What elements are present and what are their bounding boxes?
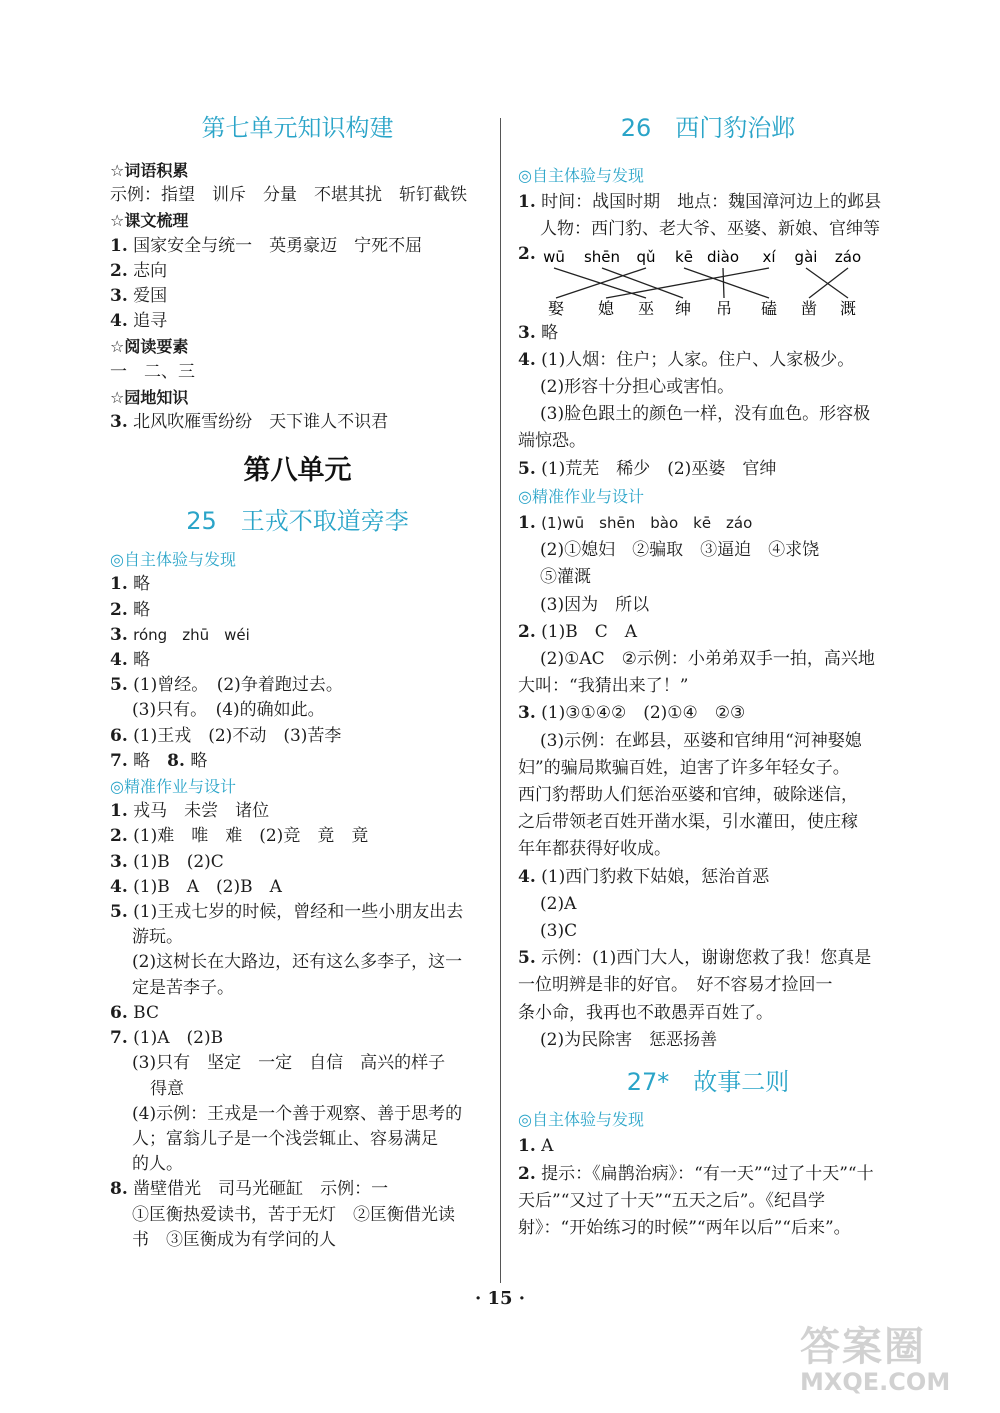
character-row xyxy=(548,299,856,318)
answer-line: (2)A xyxy=(540,893,577,914)
answer-line: 6. BC xyxy=(110,1002,159,1023)
answer-line: 4. 略 xyxy=(110,650,151,671)
answer-line: 年年都获得好收成。 xyxy=(518,839,671,860)
answer-line: 游玩。 xyxy=(132,927,183,948)
answer-line: 4. (1)西门豹救下姑娘，惩治首恶 xyxy=(518,866,770,887)
answer-line: 3. 爱国 xyxy=(110,286,168,307)
answer-line: 天后”“又过了十天”“五天之后”。《纪昌学 xyxy=(518,1190,825,1211)
answer-line: 7. (1)A (2)B xyxy=(110,1028,224,1049)
page-number: · 15 · xyxy=(474,1288,526,1309)
section-heading: ☆词语积累 xyxy=(110,161,189,180)
answer-line: 5. 示例：(1)西门大人，谢谢您救了我！您真是 xyxy=(518,948,872,969)
answer-line: 1. 国家安全与统一 英勇豪迈 宁死不屈 xyxy=(110,235,423,256)
answer-line: 之后带领老百姓开凿水渠，引水灌田，使庄稼 xyxy=(518,812,858,833)
answer-line: 定是苦李子。 xyxy=(132,977,234,998)
answer-line: (3)脸色跟土的颜色一样，没有血色。形容极 xyxy=(540,404,871,425)
answer-line: (2)①媳妇 ②骗取 ③逼迫 ④求饶 xyxy=(540,540,820,561)
section-heading: ◎自主体验与发现 xyxy=(110,550,236,570)
connecting-lines xyxy=(554,268,848,298)
answer-line: 射》：“开始练习的时候”“两年以后”“后来”。 xyxy=(518,1217,851,1238)
lesson27-title: 27* 故事二则 xyxy=(626,1068,790,1097)
watermark-text: 答案圈 xyxy=(800,1324,926,1370)
answer-line: 人物：西门豹、老大爷、巫婆、新娘、官绅等 xyxy=(540,219,880,240)
answer-line: 3. 略 xyxy=(518,322,559,343)
answer-line: 大叫：“我猜出来了！” xyxy=(518,676,689,697)
answer-line: (2)①AC ②示例：小弟弟双手一拍，高兴地 xyxy=(540,649,875,670)
character-option: 磕 xyxy=(760,298,778,318)
character-option: 溉 xyxy=(839,298,857,318)
question-number: 2. xyxy=(518,243,536,264)
answer-line: 5. (1)王戎七岁的时候，曾经和一些小朋友出去 xyxy=(110,902,464,923)
pinyin-option: qǔ xyxy=(636,247,656,266)
match-line xyxy=(602,268,683,298)
answer-line: 一位明辨是非的好官。 好不容易才捡回一 xyxy=(518,975,833,996)
matching-lines xyxy=(518,244,878,320)
watermark-logo xyxy=(800,1315,990,1405)
lesson26-title: 26 西门豹治邺 xyxy=(620,114,796,142)
answer-line: 4. (1)人烟：住户；人家。住户、人家极少。 xyxy=(518,349,855,370)
section-heading: ◎自主体验与发现 xyxy=(518,166,644,185)
answer-line: 7. 略 8. 略 xyxy=(110,750,208,771)
section-heading: ◎自主体验与发现 xyxy=(518,1110,644,1130)
answer-line: 5. (1)曾经。 (2)争着跑过去。 xyxy=(110,675,343,696)
character-option: 娶 xyxy=(547,298,565,318)
answer-line: 2. 志向 xyxy=(110,260,168,281)
answer-line: 3. (1)B (2)C xyxy=(110,851,224,872)
answer-line: 条小命，我再也不敢愚弄百姓了。 xyxy=(518,1002,773,1023)
answer-line: 得意 xyxy=(150,1078,184,1099)
pinyin-option: kē xyxy=(675,247,693,266)
answer-line: 8. 凿壁借光 司马光砸缸 示例：一 xyxy=(110,1179,389,1200)
answer-line: 的人。 xyxy=(132,1154,183,1175)
pinyin-option: záo xyxy=(834,247,862,266)
answer-line: 2. 提示：《扁鹊治病》：“有一天”“过了十天”“十 xyxy=(518,1163,874,1184)
answer-line: 6. (1)王戎 (2)不动 (3)苦李 xyxy=(110,725,342,746)
answer-line: 4. 追寻 xyxy=(110,311,168,332)
answer-line: 2. (1)B C A xyxy=(518,621,638,642)
column-divider xyxy=(500,118,501,1283)
answer-line: 一 二、三 xyxy=(110,361,195,382)
answer-line: 4. (1)B A (2)B A xyxy=(110,876,282,897)
answer-line: 端惊恐。 xyxy=(518,431,586,452)
answer-line: (3)C xyxy=(540,921,578,942)
answer-line: 3. 北风吹雁雪纷纷 天下谁人不识君 xyxy=(110,412,389,433)
section-heading: ◎精准作业与设计 xyxy=(110,777,236,797)
answer-line: 3. róng zhū wéi xyxy=(110,624,250,645)
answer-line: 示例：指望 训斥 分量 不堪其扰 斩钉截铁 xyxy=(110,185,467,206)
answer-line: 1. 戎马 未尝 诸位 xyxy=(110,801,270,822)
character-option: 绅 xyxy=(674,298,692,318)
answer-line: 1. (1)wū shēn bào kē záo xyxy=(518,513,753,534)
character-option: 吊 xyxy=(715,298,733,318)
answer-line: (2)为民除害 惩恶扬善 xyxy=(540,1029,718,1050)
unit8-title: 第八单元 xyxy=(243,455,352,487)
section-heading: ☆园地知识 xyxy=(110,387,189,407)
section-heading: ◎精准作业与设计 xyxy=(518,486,644,506)
answer-line: 2. (1)难 唯 难 (2)竞 竟 竟 xyxy=(110,826,369,847)
answer-line: 1. A xyxy=(518,1136,554,1157)
right-column xyxy=(518,110,898,1242)
unit7-title: 第七单元知识构建 xyxy=(201,114,394,142)
pinyin-row xyxy=(543,248,861,266)
pinyin-matching-exercise xyxy=(518,244,898,320)
answer-line: 5. (1)荒芜 稀少 (2)巫婆 官绅 xyxy=(518,458,777,479)
match-line xyxy=(723,268,724,298)
answer-line: ⑤灌溉 xyxy=(540,567,591,588)
answer-line: ①匡衡热爱读书，苦于无灯 ②匡衡借光读 xyxy=(132,1204,455,1225)
pinyin-option: gài xyxy=(794,247,818,266)
character-option: 巫 xyxy=(637,298,655,318)
answer-line: (3)只有 坚定 一定 自信 高兴的样子 xyxy=(132,1053,446,1074)
lesson25-title: 25 王戎不取道旁李 xyxy=(186,507,409,536)
answer-line: (2)这树长在大路边，还有这么多李子，这一 xyxy=(132,952,463,973)
answer-line: (4)示例：王戎是一个善于观察、善于思考的 xyxy=(132,1103,463,1124)
pinyin-option: diào xyxy=(706,247,740,266)
answer-line: 3. (1)③①④② (2)①④ ②③ xyxy=(518,703,746,724)
character-option: 媳 xyxy=(597,298,615,318)
answer-line: 书 ③匡衡成为有学问的人 xyxy=(132,1229,336,1250)
answer-line: 西门豹帮助人们惩治巫婆和官绅，破除迷信， xyxy=(518,785,858,806)
pinyin-option: xí xyxy=(762,247,776,266)
section-heading: ☆阅读要素 xyxy=(110,337,189,357)
pinyin-option: shēn xyxy=(583,247,621,266)
answer-line: 1. 时间：战国时期 地点：魏国漳河边上的邺县 xyxy=(518,192,882,213)
answer-line: (3)示例：在邺县，巫婆和官绅用“河神娶媳 xyxy=(540,730,862,751)
left-column xyxy=(110,110,485,1253)
match-line xyxy=(684,268,769,298)
answer-line: (2)形容十分担心或害怕。 xyxy=(540,377,735,398)
watermark-url: MXQE.COM xyxy=(800,1368,951,1396)
answer-line: 人；富翁儿子是一个浅尝辄止、容易满足 xyxy=(132,1128,438,1149)
answer-line: 2. 略 xyxy=(110,599,151,620)
section-heading: ☆课文梳理 xyxy=(110,211,189,231)
character-option: 凿 xyxy=(800,298,818,318)
answer-line: (3)因为 所以 xyxy=(540,594,650,615)
answer-line: 妇”的骗局欺骗百姓，迫害了许多年轻女子。 xyxy=(518,757,850,778)
answer-line: (3)只有。 (4)的确如此。 xyxy=(132,700,325,721)
answer-line: 1. 略 xyxy=(110,574,151,595)
pinyin-option: wū xyxy=(543,247,565,266)
